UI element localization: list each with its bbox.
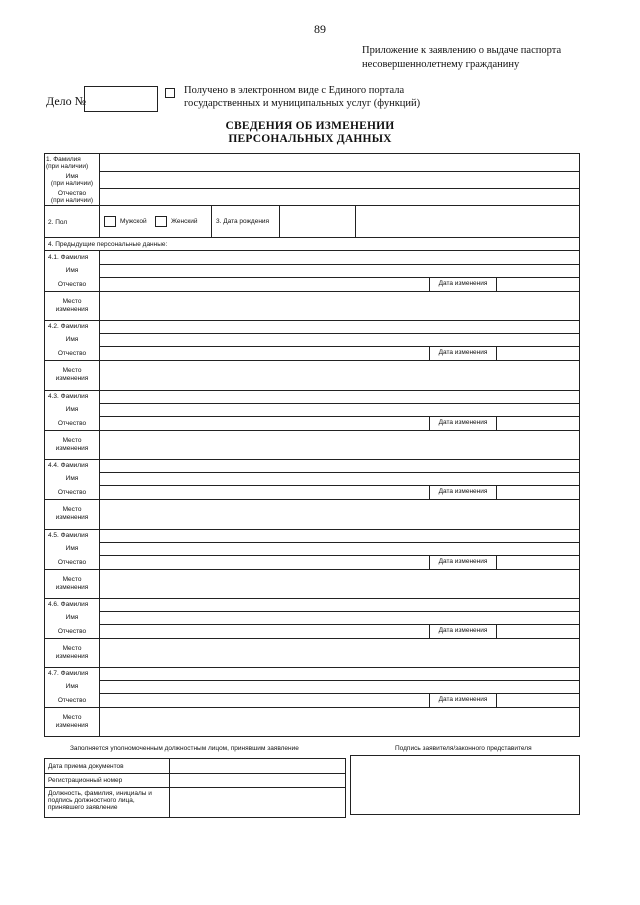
name-label: Имя <box>65 173 79 180</box>
name-note: (при наличии) <box>50 180 94 187</box>
place-label-line-1: Место <box>62 506 82 514</box>
entry-name-label: Имя <box>65 267 79 274</box>
entry-name-label: Имя <box>65 336 79 344</box>
entry-patronymic-label: Отчество <box>57 558 87 566</box>
entry-surname-input[interactable] <box>100 391 578 402</box>
entry-place-input[interactable] <box>100 500 578 527</box>
entry-surname-label: 4.2. Фамилия <box>48 323 89 331</box>
place-label-line-2: изменения <box>55 514 89 522</box>
entry-patronymic-input[interactable] <box>100 278 428 290</box>
page-number: 89 <box>314 22 326 36</box>
place-label-line-2: изменения <box>55 583 89 591</box>
entry-surname-label: 4.5. Фамилия <box>48 531 89 539</box>
entry-patronymic-label: Отчество <box>57 350 87 358</box>
entry-name-input[interactable] <box>100 334 578 345</box>
entry-name-input[interactable] <box>100 404 578 415</box>
date-change-label: Дата изменения <box>438 557 488 565</box>
entry-surname-label: 4.4. Фамилия <box>48 462 89 470</box>
date-change-input[interactable] <box>497 486 578 498</box>
entry-patronymic-input[interactable] <box>100 347 428 359</box>
date-received-input[interactable] <box>171 760 343 772</box>
entry-patronymic-label: Отчество <box>57 489 87 497</box>
entry-name-input[interactable] <box>100 265 578 276</box>
place-label-line-1: Место <box>62 367 82 375</box>
surname-note: (при наличии) <box>46 163 89 170</box>
entry-patronymic-input[interactable] <box>100 417 428 429</box>
date-change-input[interactable] <box>497 694 578 706</box>
place-label-line-2: изменения <box>55 653 89 660</box>
entry-patronymic-label: Отчество <box>57 419 87 427</box>
entry-surname-label: 4.6. Фамилия <box>48 601 89 608</box>
date-change-label: Дата изменения <box>438 696 488 704</box>
entry-name-input[interactable] <box>100 473 578 484</box>
date-change-label: Дата изменения <box>438 418 488 426</box>
entry-surname-label: 4.7. Фамилия <box>48 670 89 678</box>
date-change-input[interactable] <box>497 278 578 290</box>
date-change-label: Дата изменения <box>438 627 488 634</box>
official-table <box>44 758 346 818</box>
entry-surname-label: 4.1. Фамилия <box>48 254 89 261</box>
entry-name-label: Имя <box>65 405 79 413</box>
entry-patronymic-input[interactable] <box>100 694 428 706</box>
official-position-label-2: подпись должностного лица, <box>48 797 135 804</box>
entry-surname-input[interactable] <box>100 599 578 610</box>
entry-place-input[interactable] <box>100 708 578 735</box>
appendix-line-1: Приложение к заявлению о выдаче паспорта <box>362 45 562 56</box>
entry-name-label: Имя <box>65 683 79 691</box>
place-label-line-1: Место <box>62 645 82 652</box>
entry-patronymic-label: Отчество <box>57 628 87 635</box>
gender-label: 2. Пол <box>48 219 68 226</box>
place-label-line-2: изменения <box>55 306 89 313</box>
entry-patronymic-input[interactable] <box>100 556 428 568</box>
form-title-line-2: ПЕРСОНАЛЬНЫХ ДАННЫХ <box>228 133 392 145</box>
place-label-line-2: изменения <box>55 722 89 730</box>
signature-box[interactable] <box>350 755 580 815</box>
entry-name-label: Имя <box>65 614 79 621</box>
place-label-line-1: Место <box>62 575 82 583</box>
appendix-line-2: несовершеннолетнему гражданину <box>362 59 520 70</box>
official-position-input[interactable] <box>171 788 343 816</box>
case-number-label: Дело № <box>46 94 87 108</box>
entry-patronymic-label: Отчество <box>57 697 87 705</box>
entry-surname-label: 4.3. Фамилия <box>48 392 89 400</box>
place-label-line-1: Место <box>62 436 82 444</box>
official-caption: Заполняется уполномоченным должностным лицом, принявшим заявление <box>70 745 299 752</box>
place-label-line-2: изменения <box>55 444 89 452</box>
entry-place-input[interactable] <box>100 570 578 597</box>
entry-surname-input[interactable] <box>100 252 578 263</box>
date-change-label: Дата изменения <box>438 349 488 357</box>
portal-line-1: Получено в электронном виде с Единого портала <box>184 85 405 96</box>
entry-patronymic-input[interactable] <box>100 486 428 498</box>
place-label-line-1: Место <box>62 714 82 722</box>
place-label-line-2: изменения <box>55 375 89 383</box>
portal-line-2: государственных и муниципальных услуг (функций) <box>184 98 421 109</box>
date-change-label: Дата изменения <box>438 280 488 287</box>
patronymic-note: (при наличии) <box>50 197 94 204</box>
entry-name-input[interactable] <box>100 543 578 554</box>
entry-surname-input[interactable] <box>100 460 578 471</box>
date-change-label: Дата изменения <box>438 488 488 496</box>
entry-name-label: Имя <box>65 475 79 483</box>
male-label: Мужской <box>120 218 147 225</box>
entry-place-input[interactable] <box>100 361 578 388</box>
official-table-divider <box>169 759 170 817</box>
entry-surname-input[interactable] <box>100 530 578 541</box>
form-title-line-1: СВЕДЕНИЯ ОБ ИЗМЕНЕНИИ <box>225 120 395 132</box>
date-change-input[interactable] <box>497 417 578 429</box>
entry-name-label: Имя <box>65 544 79 552</box>
official-position-label-1: Должность, фамилия, инициалы и <box>48 790 152 797</box>
entry-patronymic-label: Отчество <box>57 281 87 288</box>
entry-name-input[interactable] <box>100 681 578 692</box>
date-change-input[interactable] <box>497 625 578 637</box>
entry-place-input[interactable] <box>100 639 578 666</box>
female-label: Женский <box>171 218 198 225</box>
reg-number-input[interactable] <box>171 774 343 786</box>
previous-data-header: 4. Предыдущие персональные данные: <box>48 241 168 248</box>
entry-patronymic-input[interactable] <box>100 625 428 637</box>
date-received-label: Дата приема документов <box>48 763 124 770</box>
entry-surname-input[interactable] <box>100 668 578 679</box>
place-label-line-1: Место <box>62 298 82 305</box>
entry-name-input[interactable] <box>100 612 578 623</box>
entry-place-input[interactable] <box>100 431 578 458</box>
entry-surname-input[interactable] <box>100 321 578 332</box>
patronymic-label: Отчество <box>57 190 87 197</box>
date-change-input[interactable] <box>497 556 578 568</box>
birth-date-label: 3. Дата рождения <box>216 218 270 225</box>
date-change-input[interactable] <box>497 347 578 359</box>
surname-label: 1. Фамилия <box>46 156 81 163</box>
reg-number-label: Регистрационный номер <box>48 777 123 784</box>
entry-place-input[interactable] <box>100 292 578 319</box>
signature-caption: Подпись заявителя/законного представителя <box>395 745 532 752</box>
official-position-label-3: принявшего заявление <box>48 804 118 811</box>
